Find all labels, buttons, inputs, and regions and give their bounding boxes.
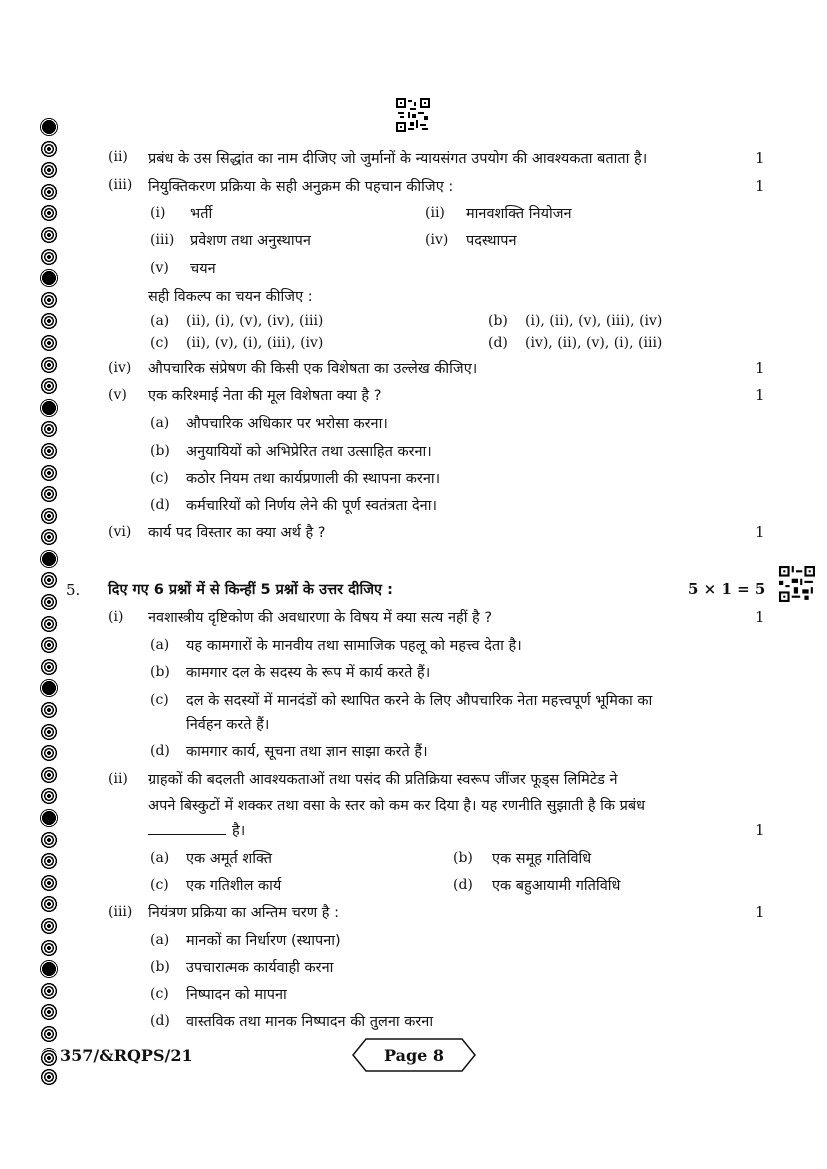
option-label: (b) [150,959,170,975]
list-item: प्रवेशण तथा अनुस्थापन [190,233,311,249]
q4-ii-text: प्रबंध के उस सिद्धांत का नाम दीजिए जो जुर्मानों के न्यायसंगत उपयोग की आवश्यकता बताता है। [148,151,648,167]
q5-marks: 5 × 1 = 5 [688,580,766,598]
page-number-box [352,1038,476,1072]
list-item-number: (iii) [150,232,175,248]
list-item: भर्ती [190,206,213,222]
qr-code-top [396,98,430,132]
option-text: एक बहुआयामी गतिविधि [492,878,621,894]
list-item-number: (i) [150,205,166,221]
q5-number: 5. [66,581,81,599]
option-label: (d) [150,497,170,513]
q5-ii-marks: 1 [755,821,765,839]
option-text: (iv), (ii), (v), (i), (iii) [525,335,663,351]
option-text: एक समूह गतिविधि [492,851,592,867]
option-label: (d) [453,877,473,893]
list-item: चयन [190,261,216,277]
q5-instruction: दिए गए 6 प्रश्नों में से किन्हीं 5 प्रश्नों के उत्तर दीजिए : [108,582,393,598]
option-text: दल के सदस्यों में मानदंडों को स्थापित करने के लिए औपचारिक नेता महत्त्वपूर्ण भूमिका का [186,693,653,709]
option-text: यह कामगारों के मानवीय तथा सामाजिक पहलू को महत्त्व देता है। [186,638,522,654]
option-text: औपचारिक अधिकार पर भरोसा करना। [186,416,388,432]
q4-iv-marks: 1 [755,359,765,377]
margin-circle-strip [38,118,62,1090]
list-item-number: (iv) [425,232,449,248]
option-text: (ii), (v), (i), (iii), (iv) [186,335,324,351]
list-item: पदस्थापन [466,233,517,249]
q4-ii-number: (ii) [108,149,128,165]
option-text-continued: निर्वहन करते हैं। [186,717,270,733]
option-label: (c) [150,470,169,486]
option-label: (b) [488,313,508,329]
option-text: (ii), (i), (v), (iv), (iii) [186,313,324,329]
option-label: (c) [150,877,169,893]
option-text: मानकों का निर्धारण (स्थापना) [186,933,341,949]
option-label: (d) [150,743,170,759]
option-text: कामगार कार्य, सूचना तथा ज्ञान साझा करते हैं। [186,744,428,760]
option-label: (b) [453,850,473,866]
option-label: (b) [150,664,170,680]
option-label: (c) [150,692,169,708]
list-item-number: (v) [150,260,169,276]
option-text: निष्पादन को मापना [186,987,287,1003]
option-label: (a) [150,932,170,948]
option-label: (a) [150,313,170,329]
option-label: (d) [150,1013,170,1029]
q5-ii-line3-text: है। [232,823,246,839]
q4-vi-number: (vi) [108,524,132,540]
q4-iv-number: (iv) [108,360,132,376]
q4-vi-text: कार्य पद विस्तार का क्या अर्थ है ? [148,525,326,541]
list-item: मानवशक्ति नियोजन [466,206,572,222]
q4-iii-marks: 1 [755,177,765,195]
q5-ii-line3 [148,820,245,840]
q5-ii-number: (ii) [108,771,128,787]
q4-iii-text: नियुक्तिकरण प्रक्रिया के सही अनुक्रम की पहचान कीजिए : [148,179,454,195]
list-item-number: (ii) [425,205,445,221]
q4-ii-marks: 1 [755,149,765,167]
q5-iii-marks: 1 [755,903,765,921]
q5-i-text: नवशास्त्रीय दृष्टिकोण की अवधारणा के विषय में क्या सत्य नहीं है ? [148,610,493,626]
q4-iii-number: (iii) [108,177,133,193]
footer-circle-icon [40,1049,58,1067]
option-label: (d) [488,335,508,351]
answer-blank [148,822,226,835]
option-label: (b) [150,443,170,459]
q5-i-number: (i) [108,609,124,625]
option-text: उपचारात्मक कार्यवाही करना [186,960,334,976]
option-label: (c) [150,335,169,351]
option-text: अनुयायियों को अभिप्रेरित तथा उत्साहित करना। [186,444,432,460]
q5-iii-text: नियंत्रण प्रक्रिया का अन्तिम चरण है : [148,905,339,921]
qr-code-side [779,566,815,602]
q4-v-marks: 1 [755,386,765,404]
q5-ii-line2: अपने बिस्कुटों में शक्कर तथा वसा के स्तर को कम कर दिया है। यह रणनीति सुझाती है कि प्रबंध [148,798,646,814]
option-text: कामगार दल के सदस्य के रूप में कार्य करते हैं। [186,665,431,681]
option-label: (a) [150,637,170,653]
page-number: Page 8 [383,1046,445,1065]
option-label: (a) [150,850,170,866]
q4-v-number: (v) [108,387,127,403]
choose-instruction: सही विकल्प का चयन कीजिए : [148,289,313,305]
q5-iii-number: (iii) [108,904,133,920]
q4-v-text: एक करिश्माई नेता की मूल विशेषता क्या है ? [148,388,382,404]
option-text: (i), (ii), (v), (iii), (iv) [525,313,663,329]
option-text: वास्तविक तथा मानक निष्पादन की तुलना करना [186,1014,434,1030]
option-label: (a) [150,415,170,431]
paper-code: 357/&RQPS/21 [60,1046,193,1065]
option-text: कठोर नियम तथा कार्यप्रणाली की स्थापना करना। [186,471,441,487]
option-text: कर्मचारियों को निर्णय लेने की पूर्ण स्वतंत्रता देना। [186,498,437,514]
option-text: एक गतिशील कार्य [186,878,282,894]
q5-ii-line1: ग्राहकों की बदलती आवश्यकताओं तथा पसंद की प्रतिक्रिया स्वरूप जींजर फूड्स लिमिटेड ने [148,772,618,788]
q4-iv-text: औपचारिक संप्रेषण की किसी एक विशेषता का उल्लेख कीजिए। [148,361,478,377]
q5-i-marks: 1 [755,608,765,626]
option-label: (c) [150,986,169,1002]
q4-vi-marks: 1 [755,523,765,541]
option-text: एक अमूर्त शक्ति [186,851,273,867]
